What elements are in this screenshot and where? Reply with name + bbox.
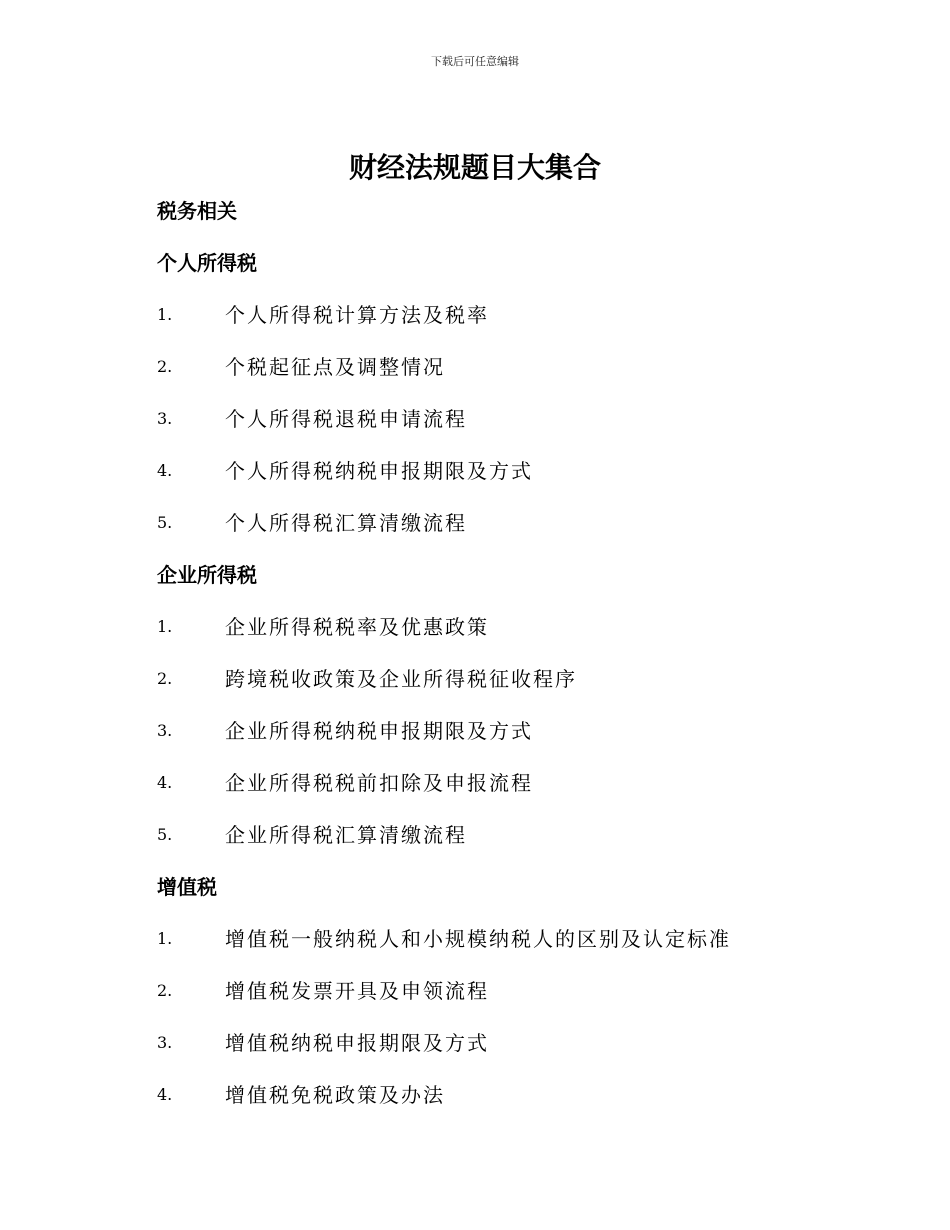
item-number: 3. [157,1033,173,1052]
list-item [157,1024,817,1062]
list-item [157,712,817,750]
document-title: 财经法规题目大集合 [348,151,601,184]
item-number: 5. [157,825,173,844]
list-item [157,660,817,698]
list-item [157,972,817,1010]
topic-list [157,608,817,854]
item-number: 1. [157,305,173,324]
list-item [157,608,817,646]
list-item [157,1076,817,1114]
item-number: 2. [157,981,173,1000]
item-number: 5. [157,513,173,532]
item-text: 个税起征点及调整情况 [225,355,445,379]
item-text: 企业所得税税前扣除及申报流程 [225,771,533,795]
item-text: 增值税纳税申报期限及方式 [225,1031,489,1055]
group-title: 企业所得税 [157,563,257,587]
item-text: 企业所得税汇算清缴流程 [225,823,467,847]
item-text: 个人所得税计算方法及税率 [225,303,489,327]
topic-group-corporate-income-tax [157,556,817,854]
item-text: 企业所得税纳税申报期限及方式 [225,719,533,743]
list-item [157,504,817,542]
item-number: 1. [157,617,173,636]
section-title: 税务相关 [157,199,237,223]
item-number: 3. [157,409,173,428]
item-number: 4. [157,773,173,792]
item-text: 个人所得税纳税申报期限及方式 [225,459,533,483]
group-title: 增值税 [157,875,217,899]
list-item [157,764,817,802]
item-text: 个人所得税退税申请流程 [225,407,467,431]
list-item [157,296,817,334]
list-item [157,400,817,438]
group-title: 个人所得税 [157,251,257,275]
item-number: 3. [157,721,173,740]
topic-group-vat [157,868,817,1114]
item-number: 2. [157,357,173,376]
item-text: 个人所得税汇算清缴流程 [225,511,467,535]
topic-list [157,920,817,1114]
item-number: 2. [157,669,173,688]
item-number: 4. [157,1085,173,1104]
topic-group-individual-income-tax [157,244,817,542]
item-number: 1. [157,929,173,948]
document-content [157,192,817,1128]
list-item [157,452,817,490]
item-number: 4. [157,461,173,480]
list-item [157,348,817,386]
item-text: 增值税发票开具及申领流程 [225,979,489,1003]
item-text: 企业所得税税率及优惠政策 [225,615,489,639]
header-note: 下载后可任意编辑 [431,55,519,68]
item-text: 跨境税收政策及企业所得税征收程序 [225,667,577,691]
item-text: 增值税免税政策及办法 [225,1083,445,1107]
item-text: 增值税一般纳税人和小规模纳税人的区别及认定标准 [225,927,731,951]
topic-list [157,296,817,542]
list-item [157,816,817,854]
list-item [157,920,817,958]
